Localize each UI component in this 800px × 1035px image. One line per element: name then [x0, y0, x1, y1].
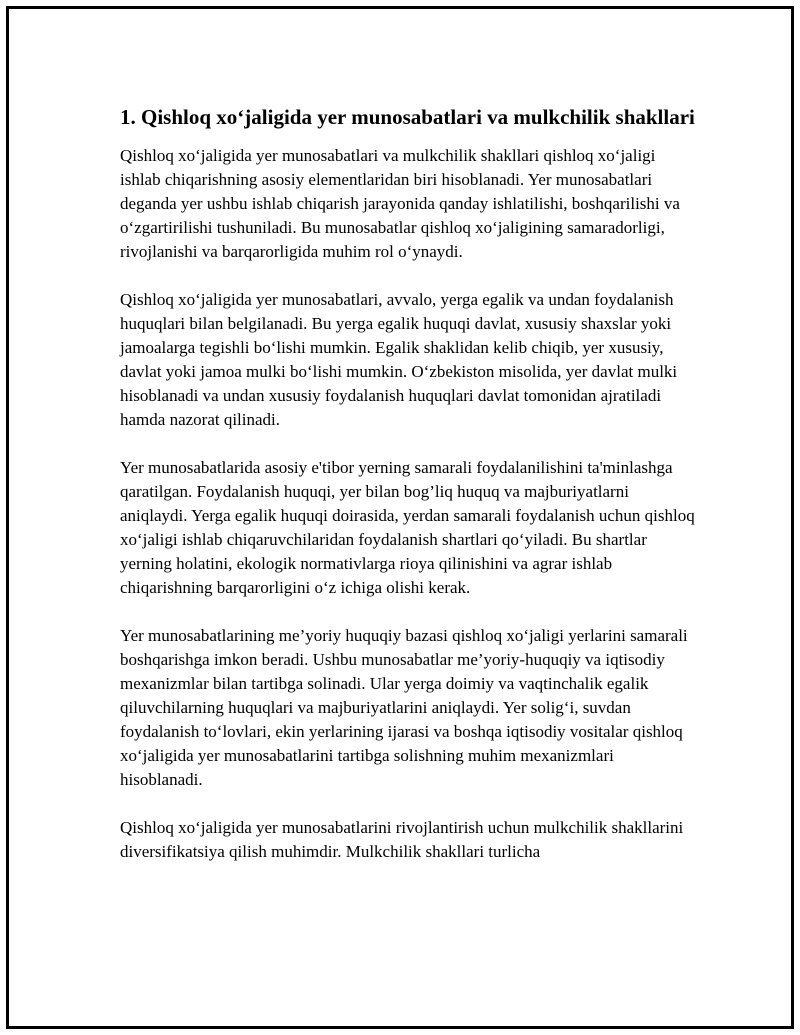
paragraph-2: Qishloq xo‘jaligida yer munosabatlari, avvalo, yerga egalik va undan foydalanish huquqlari bilan belgilanadi. Bu yerga egalik huquqi davlat, xususiy shaxslar yoki jamoalarga tegishli bo‘lishi mumkin. Egalik shaklidan kelib chiqib, yer xususiy, davlat yoki jamoa mulki bo‘lishi mumkin. O‘zbekiston misolida, yer davlat mulki hisoblanadi va undan xususiy foydalanish huquqlari davlat tomonidan ajratiladi hamda nazorat qilinadi. [120, 290, 678, 429]
document-page [6, 6, 794, 1029]
paragraph-5: Qishloq xo‘jaligida yer munosabatlarini rivojlantirish uchun mulkchilik shakllarini diversifikatsiya qilish muhimdir. Mulkchilik shakllari turlicha [120, 818, 684, 861]
paragraph-3: Yer munosabatlarida asosiy e'tibor yerning samarali foydalanilishini ta'minlashga qaratilgan. Foydalanish huquqi, yer bilan bog’liq huquq va majburiyatlarni aniqlaydi. Yerga egalik huquqi doirasida, yerdan samarali foydalanish uchun qishloq xo‘jaligi ishlab chiqaruvchilaridan foydalanish shartlari qo‘yiladi. Bu shartlar yerning holatini, ekologik normativlarga rioya qilinishini va agrar ishlab chiqarishning barqarorligini o‘z ichiga olishi kerak. [120, 458, 695, 597]
document-body [120, 104, 698, 888]
paragraph-4: Yer munosabatlarining me’yoriy huquqiy bazasi qishloq xo‘jaligi yerlarini samarali boshqarishga imkon beradi. Ushbu munosabatlar me’yoriy-huquqiy va iqtisodiy mexanizmlar bilan tartibga solinadi. Ular yerga doimiy va vaqtinchalik egalik qiluvchilarning huquqlari va majburiyatlarini aniqlaydi. Yer solig‘i, suvdan foydalanish to‘lovlari, ekin yerlarining ijarasi va boshqa iqtisodiy vositalar qishloq xo‘jaligida yer munosabatlarini tartibga solishning muhim mexanizmlari hisoblanadi. [120, 626, 688, 789]
section-heading: 1. Qishloq xo‘jaligida yer munosabatlari va mulkchilik shakllari [120, 105, 695, 129]
paragraph-1: Qishloq xo‘jaligida yer munosabatlari va mulkchilik shakllari qishloq xo‘jaligi ishlab chiqarishning asosiy elementlaridan biri hisoblanadi. Yer munosabatlari deganda yer ushbu ishlab chiqarish jarayonida qanday ishlatilishi, boshqarilishi va o‘zgartirilishi tushuniladi. Bu munosabatlar qishloq xo‘jaligining samaradorligi, rivojlanishi va barqarorligida muhim rol o‘ynaydi. [120, 146, 680, 261]
